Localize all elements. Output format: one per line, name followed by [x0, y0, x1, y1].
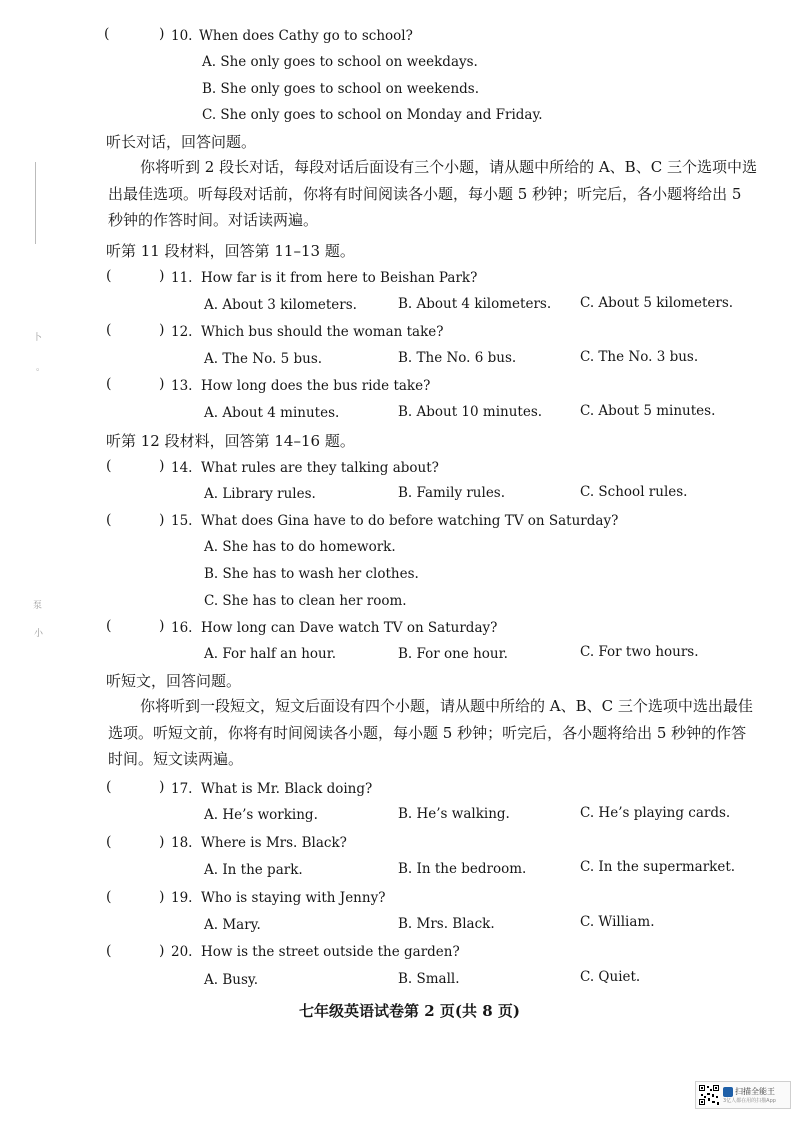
answer-paren-left: ( [106, 458, 112, 474]
margin-mark: 泵 [33, 601, 43, 611]
page-footer: 七年级英语试卷第 2 页(共 8 页) [299, 1002, 520, 1020]
answer-paren-left: ( [106, 889, 112, 905]
option-c: C. She only goes to school on Monday and Friday. [202, 107, 543, 123]
option-c: C. In the supermarket. [580, 859, 736, 875]
answer-paren-right: ) [159, 458, 165, 474]
option-b: B. About 10 minutes. [398, 404, 543, 420]
answer-paren-right: ) [159, 889, 165, 905]
question-number: 20. [171, 944, 193, 960]
option-c: C. The No. 3 bus. [580, 349, 699, 365]
question-number: 17. [171, 781, 193, 797]
option-a: A. Mary. [204, 917, 261, 933]
answer-paren-left: ( [106, 779, 112, 795]
answer-paren-right: ) [159, 376, 165, 392]
question-text: What is Mr. Black doing? [201, 781, 373, 797]
margin-mark: 。 [36, 363, 46, 373]
material-label: 听第 12 段材料，回答第 14–16 题。 [106, 432, 355, 450]
option-c: C. William. [580, 914, 655, 930]
question-number: 15. [171, 513, 193, 529]
option-b: B. Mrs. Black. [398, 916, 495, 932]
option-a: A. She has to do homework. [204, 539, 396, 555]
option-b: B. She has to wash her clothes. [204, 566, 419, 582]
option-a: A. She only goes to school on weekdays. [202, 54, 478, 70]
answer-paren-right: ) [159, 512, 165, 528]
answer-paren-right: ) [159, 268, 165, 284]
margin-mark: 小 [34, 629, 44, 639]
option-c: C. For two hours. [580, 644, 699, 660]
question-number: 18. [171, 835, 193, 851]
question-text: When does Cathy go to school? [199, 28, 413, 44]
answer-paren-right: ) [159, 779, 165, 795]
margin-scan-line [35, 162, 36, 244]
question-text: How long can Dave watch TV on Saturday? [201, 620, 498, 636]
option-b: B. She only goes to school on weekends. [202, 81, 480, 97]
question-number: 13. [171, 378, 193, 394]
margin-mark: 卜 [33, 333, 43, 343]
answer-paren-right: ) [159, 943, 165, 959]
answer-paren-left: ( [106, 618, 112, 634]
option-c: C. Quiet. [580, 969, 641, 985]
answer-paren-right: ) [159, 322, 165, 338]
answer-paren-left: ( [106, 943, 112, 959]
option-b: B. Family rules. [398, 485, 506, 501]
answer-paren-right: ) [159, 834, 165, 850]
option-a: A. About 3 kilometers. [204, 297, 357, 313]
option-b: B. The No. 6 bus. [398, 350, 517, 366]
option-b: B. For one hour. [398, 646, 508, 662]
option-a: A. The No. 5 bus. [204, 351, 323, 367]
section-instructions: 你将听到 2 段长对话，每段对话后面设有三个小题，请从题中所给的 A、B、C 三个选项中选出最佳选项。听每段对话前，你将有时间阅读各小题，每小题 5 秒钟；听完后，各小题将给出 5 秒钟的作答时间。对话读两遍。 [108, 158, 757, 229]
option-a: A. Busy. [204, 972, 258, 988]
option-c: C. About 5 kilometers. [580, 295, 734, 311]
question-number: 10. [171, 28, 193, 44]
option-a: A. For half an hour. [204, 646, 336, 662]
option-c: C. He’s playing cards. [580, 805, 731, 821]
question-number: 11. [171, 270, 193, 286]
answer-paren-right: ) [159, 618, 165, 634]
scanner-brand: 扫描全能王 [723, 1086, 776, 1097]
question-text: How long does the bus ride take? [201, 378, 431, 394]
answer-paren-left: ( [106, 376, 112, 392]
question-number: 12. [171, 324, 193, 340]
scanner-tagline: 3亿人都在用的扫描App [723, 1098, 776, 1104]
answer-paren-left: ( [106, 268, 112, 284]
answer-paren-left: ( [106, 834, 112, 850]
material-label: 听第 11 段材料，回答第 11–13 题。 [106, 242, 355, 260]
option-c: C. About 5 minutes. [580, 403, 716, 419]
section-title: 听短文，回答问题。 [106, 672, 242, 690]
question-number: 14. [171, 460, 193, 476]
qr-code-icon [698, 1084, 720, 1106]
option-a: A. In the park. [204, 862, 303, 878]
question-text: Who is staying with Jenny? [201, 890, 386, 906]
option-c: C. She has to clean her room. [204, 593, 407, 609]
question-number: 16. [171, 620, 193, 636]
answer-paren-right: ) [159, 26, 165, 42]
question-text: Where is Mrs. Black? [201, 835, 347, 851]
scanner-logo-icon [723, 1087, 733, 1097]
option-b: B. Small. [398, 971, 460, 987]
option-a: A. Library rules. [204, 486, 316, 502]
answer-paren-left: ( [106, 322, 112, 338]
answer-paren-left: ( [106, 512, 112, 528]
question-text: What rules are they talking about? [201, 460, 439, 476]
option-c: C. School rules. [580, 484, 688, 500]
answer-paren-left: ( [104, 26, 110, 42]
option-b: B. In the bedroom. [398, 861, 527, 877]
question-text: How is the street outside the garden? [201, 944, 460, 960]
question-number: 19. [171, 890, 193, 906]
question-text: How far is it from here to Beishan Park? [201, 270, 478, 286]
question-text: Which bus should the woman take? [201, 324, 444, 340]
section-instructions: 你将听到一段短文，短文后面设有四个小题，请从题中所给的 A、B、C 三个选项中选出最佳选项。听短文前，你将有时间阅读各小题，每小题 5 秒钟；听完后，各小题将给出 5 秒钟的作答时间。短文读两遍。 [108, 697, 753, 768]
option-a: A. About 4 minutes. [204, 405, 340, 421]
option-b: B. He’s walking. [398, 806, 510, 822]
question-text: What does Gina have to do before watching TV on Saturday? [201, 513, 619, 529]
scanner-watermark [695, 1081, 791, 1109]
option-a: A. He’s working. [204, 807, 318, 823]
option-b: B. About 4 kilometers. [398, 296, 552, 312]
section-title: 听长对话，回答问题。 [106, 133, 257, 151]
